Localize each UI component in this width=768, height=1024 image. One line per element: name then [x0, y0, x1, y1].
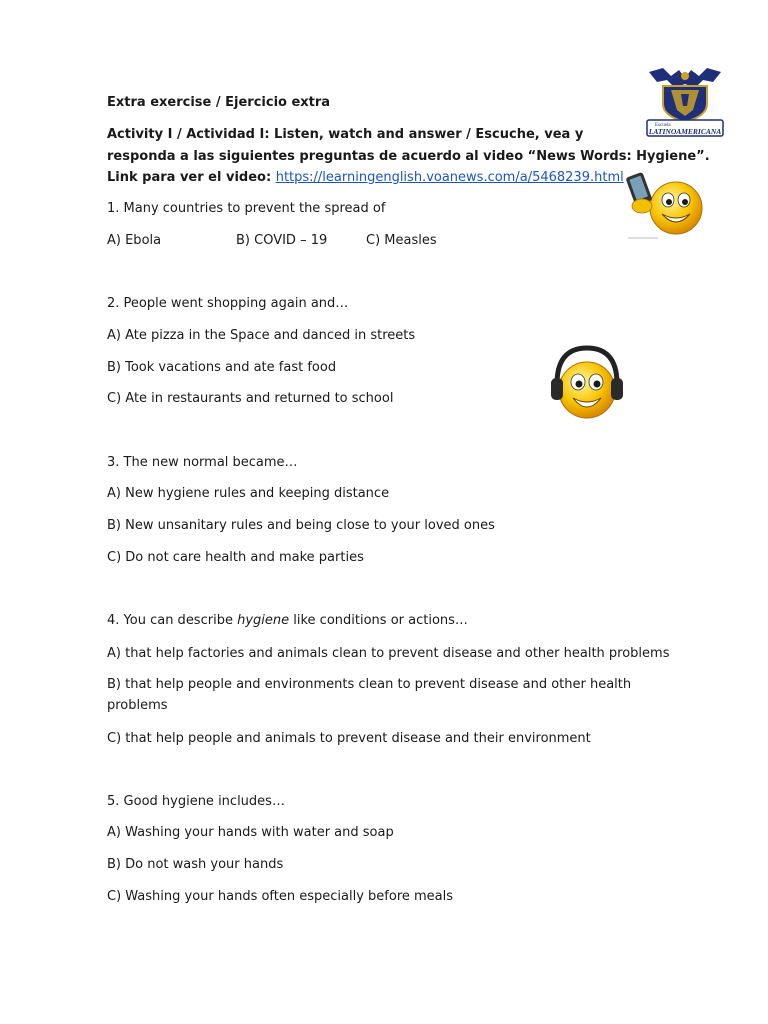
- activity-instructions-line-1: Activity I / Actividad I: Listen, watch and answer / Escuche, vea y: [107, 127, 584, 142]
- question-1-option-c: C) Measles: [366, 233, 437, 248]
- question-4-prompt-end: like conditions or actions…: [289, 613, 468, 628]
- video-link-label: Link para ver el video:: [107, 170, 276, 185]
- smiley-with-phone-icon: [622, 168, 706, 244]
- question-1-option-a: A) Ebola: [107, 233, 162, 248]
- question-4-prompt-start: 4. You can describe: [107, 613, 238, 628]
- question-4-option-a: A) that help factories and animals clean to prevent disease and other health problems: [107, 646, 670, 661]
- svg-text:LATINOAMERICANA: LATINOAMERICANA: [648, 127, 722, 136]
- question-3-option-b: B) New unsanitary rules and being close to your loved ones: [107, 518, 495, 533]
- question-3-option-c: C) Do not care health and make parties: [107, 550, 364, 565]
- question-2-prompt: 2. People went shopping again and…: [107, 296, 349, 311]
- question-5-option-c: C) Washing your hands often especially before meals: [107, 889, 454, 904]
- question-1-prompt: 1. Many countries to prevent the spread of: [107, 201, 386, 216]
- question-5-option-b: B) Do not wash your hands: [107, 857, 284, 872]
- question-4-option-c: C) that help people and animals to prevent disease and their environment: [107, 731, 591, 746]
- question-1-option-b: B) COVID – 19: [236, 233, 328, 248]
- question-5-prompt: 5. Good hygiene includes…: [107, 794, 285, 809]
- video-link-line: [107, 167, 624, 188]
- question-2-option-b: B) Took vacations and ate fast food: [107, 360, 337, 375]
- question-2-option-c: C) Ate in restaurants and returned to school: [107, 391, 394, 406]
- smiley-with-headphones-icon: [549, 344, 625, 426]
- question-4-prompt: [107, 610, 468, 631]
- question-3-prompt: 3. The new normal became…: [107, 455, 298, 470]
- school-crest-logo: [641, 66, 729, 138]
- video-link[interactable]: https://learningenglish.voanews.com/a/5468239.html: [275, 170, 624, 185]
- question-3-option-a: A) New hygiene rules and keeping distance: [107, 486, 390, 501]
- question-4-option-b: B) that help people and environments clean to prevent disease and other health problems: [107, 677, 632, 713]
- page-title: Extra exercise / Ejercicio extra: [107, 95, 331, 110]
- activity-instructions-line-2: responda a las siguientes preguntas de acuerdo al video “News Words: Hygiene”.: [107, 149, 710, 164]
- question-5-option-a: A) Washing your hands with water and soap: [107, 825, 394, 840]
- question-2-option-a: A) Ate pizza in the Space and danced in streets: [107, 328, 416, 343]
- svg-text:Escuela: Escuela: [655, 123, 671, 128]
- question-4-prompt-italic: hygiene: [237, 613, 290, 628]
